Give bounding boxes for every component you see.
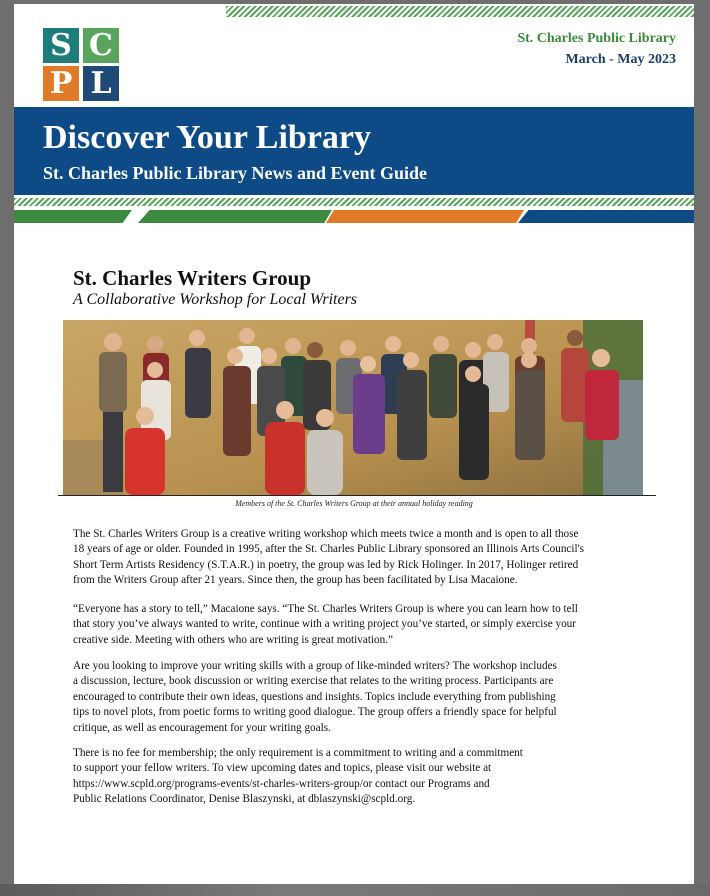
group-photo [63,320,643,495]
article-subtitle: A Collaborative Workshop for Local Writers [73,291,358,308]
banner-subtitle: St. Charles Public Library News and Event Guide [43,163,428,183]
paragraph-line: to support your fellow writers. To view upcoming dates and topics, please visit our website at [73,762,492,775]
paragraph-line: critique, as well as encouragement for your writing goals. [73,721,331,734]
banner [14,107,694,195]
photo-rule [58,495,656,496]
header-info [517,28,676,70]
paragraph-line: Are you looking to improve your writing skills with a group of like-minded writers? The workshop includes [73,660,557,672]
logo-letter-s: S [43,28,79,63]
newsletter-page [14,4,694,884]
paragraph-3 [73,659,645,736]
stripe-green-2 [138,210,332,223]
library-name: St. Charles Public Library [517,31,676,46]
scpl-logo [43,28,119,102]
logo-letter-l: L [83,66,119,101]
paragraph-line: Public Relations Coordinator, Denise Blaszynski, at dblaszynski@scpld.org. [73,793,416,806]
paragraph-line: https://www.scpld.org/programs-events/st-charles-writers-group/or contact our Programs and [73,777,490,790]
paragraph-line: tips to novel plots, from poetic forms to writing good dialogue. The group offers a friendly space for helpful [73,706,557,719]
paragraph-line: from the Writers Group after 21 years. Since then, the group has been facilitated by Lisa Macaione. [73,574,518,587]
paragraph-line: a discussion, lecture, book discussion or writing exercise that relates to the writing process. Participants are [73,675,554,688]
viewer-bottom-edge [0,884,710,896]
paragraph-line: The St. Charles Writers Group is a creative writing workshop which meets twice a month and is open to all those [73,528,579,540]
stripe-orange [326,210,524,223]
stripe-blue [518,210,694,223]
top-hatch-decoration [226,6,694,17]
paragraph-2 [73,602,645,648]
paragraph-line: There is no fee for membership; the only requirement is a commitment to writing and a commitment [73,747,523,759]
logo-letter-p: P [43,66,79,101]
paragraph-line: encouraged to contribute their own ideas, questions and insights. Topics include everything from publishing [73,690,556,703]
paragraph-line: creative side. Meeting with others who are writing is great motivation.” [73,633,393,646]
paragraph-4 [73,746,645,808]
stripe-green [14,210,132,223]
issue-season: March - May 2023 [565,52,676,67]
banner-hatch-decoration [14,198,694,206]
paragraph-line: “Everyone has a story to tell,” Macaione says. “The St. Charles Writers Group is where you can learn how to tell [73,603,578,615]
photo-caption: Members of the St. Charles Writers Group at their annual holiday reading [235,499,473,508]
banner-title: Discover Your Library [43,119,372,156]
logo-letter-c: C [83,28,119,63]
paragraph-1 [73,527,645,589]
article-title: St. Charles Writers Group [73,266,312,290]
paragraph-line: 18 years of age or older. Founded in 1995, after the St. Charles Public Library sponsored an Illinois Arts Council's [73,543,584,556]
paragraph-line: Short Term Artists Residency (S.T.A.R.) in poetry, the group was led by Rick Holinger. In 2017, Holinger retired [73,558,579,571]
paragraph-line: that story you’ve always wanted to write, continue with a writing project you’ve started, or simply exercise your [73,618,576,631]
